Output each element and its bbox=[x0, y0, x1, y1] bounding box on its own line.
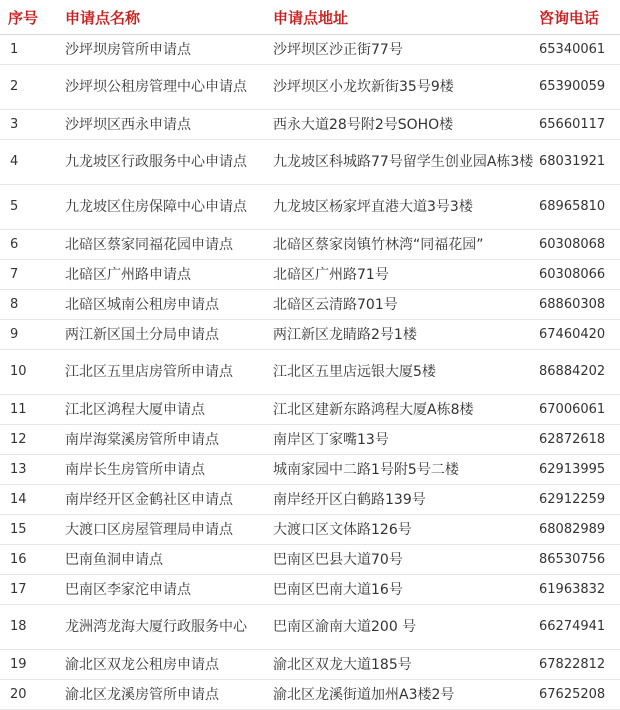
table-row bbox=[0, 230, 620, 260]
row-name: 南岸海棠溪房管所申请点 bbox=[65, 425, 273, 455]
row-seq: 5 bbox=[0, 185, 65, 230]
row-address: 巴南区巴县大道70号 bbox=[273, 545, 539, 575]
row-seq: 1 bbox=[0, 35, 65, 65]
row-seq: 6 bbox=[0, 230, 65, 260]
row-seq: 19 bbox=[0, 650, 65, 680]
row-phone: 66274941 bbox=[539, 605, 620, 650]
table-row bbox=[0, 455, 620, 485]
row-phone: 65340061 bbox=[539, 35, 620, 65]
table-row bbox=[0, 290, 620, 320]
row-address: 江北区五里店远银大厦5楼 bbox=[273, 350, 539, 395]
row-phone: 61963832 bbox=[539, 575, 620, 605]
table-row bbox=[0, 425, 620, 455]
row-name: 大渡口区房屋管理局申请点 bbox=[65, 515, 273, 545]
row-phone: 68860308 bbox=[539, 290, 620, 320]
row-seq: 7 bbox=[0, 260, 65, 290]
row-seq: 2 bbox=[0, 65, 65, 110]
row-phone: 67822812 bbox=[539, 650, 620, 680]
row-phone: 67460420 bbox=[539, 320, 620, 350]
table-row bbox=[0, 515, 620, 545]
table-row bbox=[0, 485, 620, 515]
header-phone: 咨询电话 bbox=[539, 0, 620, 35]
table-row bbox=[0, 65, 620, 110]
row-seq: 9 bbox=[0, 320, 65, 350]
row-name: 沙坪坝区西永申请点 bbox=[65, 110, 273, 140]
header-address: 申请点地址 bbox=[273, 0, 539, 35]
row-address: 南岸区丁家嘴13号 bbox=[273, 425, 539, 455]
row-address: 江北区建新东路鸿程大厦A栋8楼 bbox=[273, 395, 539, 425]
row-seq: 12 bbox=[0, 425, 65, 455]
row-phone: 65390059 bbox=[539, 65, 620, 110]
row-phone: 68031921 bbox=[539, 140, 620, 185]
row-name: 渝北区双龙公租房申请点 bbox=[65, 650, 273, 680]
row-address: 沙坪坝区沙正街77号 bbox=[273, 35, 539, 65]
row-address: 城南家园中二路1号附5号二楼 bbox=[273, 455, 539, 485]
row-name: 龙洲湾龙海大厦行政服务中心 bbox=[65, 605, 273, 650]
table-header-row bbox=[0, 0, 620, 35]
row-seq: 4 bbox=[0, 140, 65, 185]
row-phone: 86884202 bbox=[539, 350, 620, 395]
header-seq: 序号 bbox=[0, 0, 65, 35]
table-row bbox=[0, 185, 620, 230]
row-name: 两江新区国土分局申请点 bbox=[65, 320, 273, 350]
row-phone: 62913995 bbox=[539, 455, 620, 485]
row-address: 北碚区云清路701号 bbox=[273, 290, 539, 320]
row-seq: 20 bbox=[0, 680, 65, 710]
row-address: 西永大道28号附2号SOHO楼 bbox=[273, 110, 539, 140]
table-row bbox=[0, 575, 620, 605]
row-phone: 60308068 bbox=[539, 230, 620, 260]
row-address: 巴南区巴南大道16号 bbox=[273, 575, 539, 605]
table-row bbox=[0, 395, 620, 425]
row-seq: 13 bbox=[0, 455, 65, 485]
row-address: 巴南区渝南大道200 号 bbox=[273, 605, 539, 650]
row-phone: 68082989 bbox=[539, 515, 620, 545]
row-phone: 60308066 bbox=[539, 260, 620, 290]
row-phone: 67006061 bbox=[539, 395, 620, 425]
row-seq: 16 bbox=[0, 545, 65, 575]
row-phone: 62912259 bbox=[539, 485, 620, 515]
table-row bbox=[0, 35, 620, 65]
row-address: 九龙坡区科城路77号留学生创业园A栋3楼 bbox=[273, 140, 539, 185]
row-seq: 11 bbox=[0, 395, 65, 425]
row-name: 江北区五里店房管所申请点 bbox=[65, 350, 273, 395]
table-row bbox=[0, 110, 620, 140]
row-name: 北碚区蔡家同福花园申请点 bbox=[65, 230, 273, 260]
row-name: 北碚区广州路申请点 bbox=[65, 260, 273, 290]
table-row bbox=[0, 260, 620, 290]
row-phone: 62872618 bbox=[539, 425, 620, 455]
row-address: 九龙坡区杨家坪直港大道3号3楼 bbox=[273, 185, 539, 230]
row-phone: 65660117 bbox=[539, 110, 620, 140]
row-name: 沙坪坝房管所申请点 bbox=[65, 35, 273, 65]
header-name: 申请点名称 bbox=[65, 0, 273, 35]
row-address: 南岸经开区白鹤路139号 bbox=[273, 485, 539, 515]
table-row bbox=[0, 320, 620, 350]
table-row bbox=[0, 680, 620, 710]
row-name: 渝北区龙溪房管所申请点 bbox=[65, 680, 273, 710]
row-name: 北碚区城南公租房申请点 bbox=[65, 290, 273, 320]
row-seq: 15 bbox=[0, 515, 65, 545]
row-name: 江北区鸿程大厦申请点 bbox=[65, 395, 273, 425]
row-name: 巴南鱼洞申请点 bbox=[65, 545, 273, 575]
row-name: 九龙坡区住房保障中心申请点 bbox=[65, 185, 273, 230]
row-phone: 68965810 bbox=[539, 185, 620, 230]
row-name: 南岸经开区金鹤社区申请点 bbox=[65, 485, 273, 515]
row-name: 沙坪坝公租房管理中心申请点 bbox=[65, 65, 273, 110]
row-address: 沙坪坝区小龙坎新街35号9楼 bbox=[273, 65, 539, 110]
row-address: 渝北区双龙大道185号 bbox=[273, 650, 539, 680]
table-row bbox=[0, 140, 620, 185]
row-phone: 67625208 bbox=[539, 680, 620, 710]
table-row bbox=[0, 350, 620, 395]
table-body bbox=[0, 35, 620, 710]
row-seq: 8 bbox=[0, 290, 65, 320]
row-address: 两江新区龙睛路2号1楼 bbox=[273, 320, 539, 350]
row-seq: 17 bbox=[0, 575, 65, 605]
row-phone: 86530756 bbox=[539, 545, 620, 575]
row-seq: 3 bbox=[0, 110, 65, 140]
row-seq: 10 bbox=[0, 350, 65, 395]
row-seq: 14 bbox=[0, 485, 65, 515]
row-address: 渝北区龙溪街道加州A3楼2号 bbox=[273, 680, 539, 710]
table-row bbox=[0, 545, 620, 575]
row-name: 九龙坡区行政服务中心申请点 bbox=[65, 140, 273, 185]
table-row bbox=[0, 650, 620, 680]
row-address: 北碚区蔡家岗镇竹林湾“同福花园” bbox=[273, 230, 539, 260]
table-row bbox=[0, 605, 620, 650]
row-name: 巴南区李家沱申请点 bbox=[65, 575, 273, 605]
row-address: 大渡口区文体路126号 bbox=[273, 515, 539, 545]
row-address: 北碚区广州路71号 bbox=[273, 260, 539, 290]
row-seq: 18 bbox=[0, 605, 65, 650]
row-name: 南岸长生房管所申请点 bbox=[65, 455, 273, 485]
